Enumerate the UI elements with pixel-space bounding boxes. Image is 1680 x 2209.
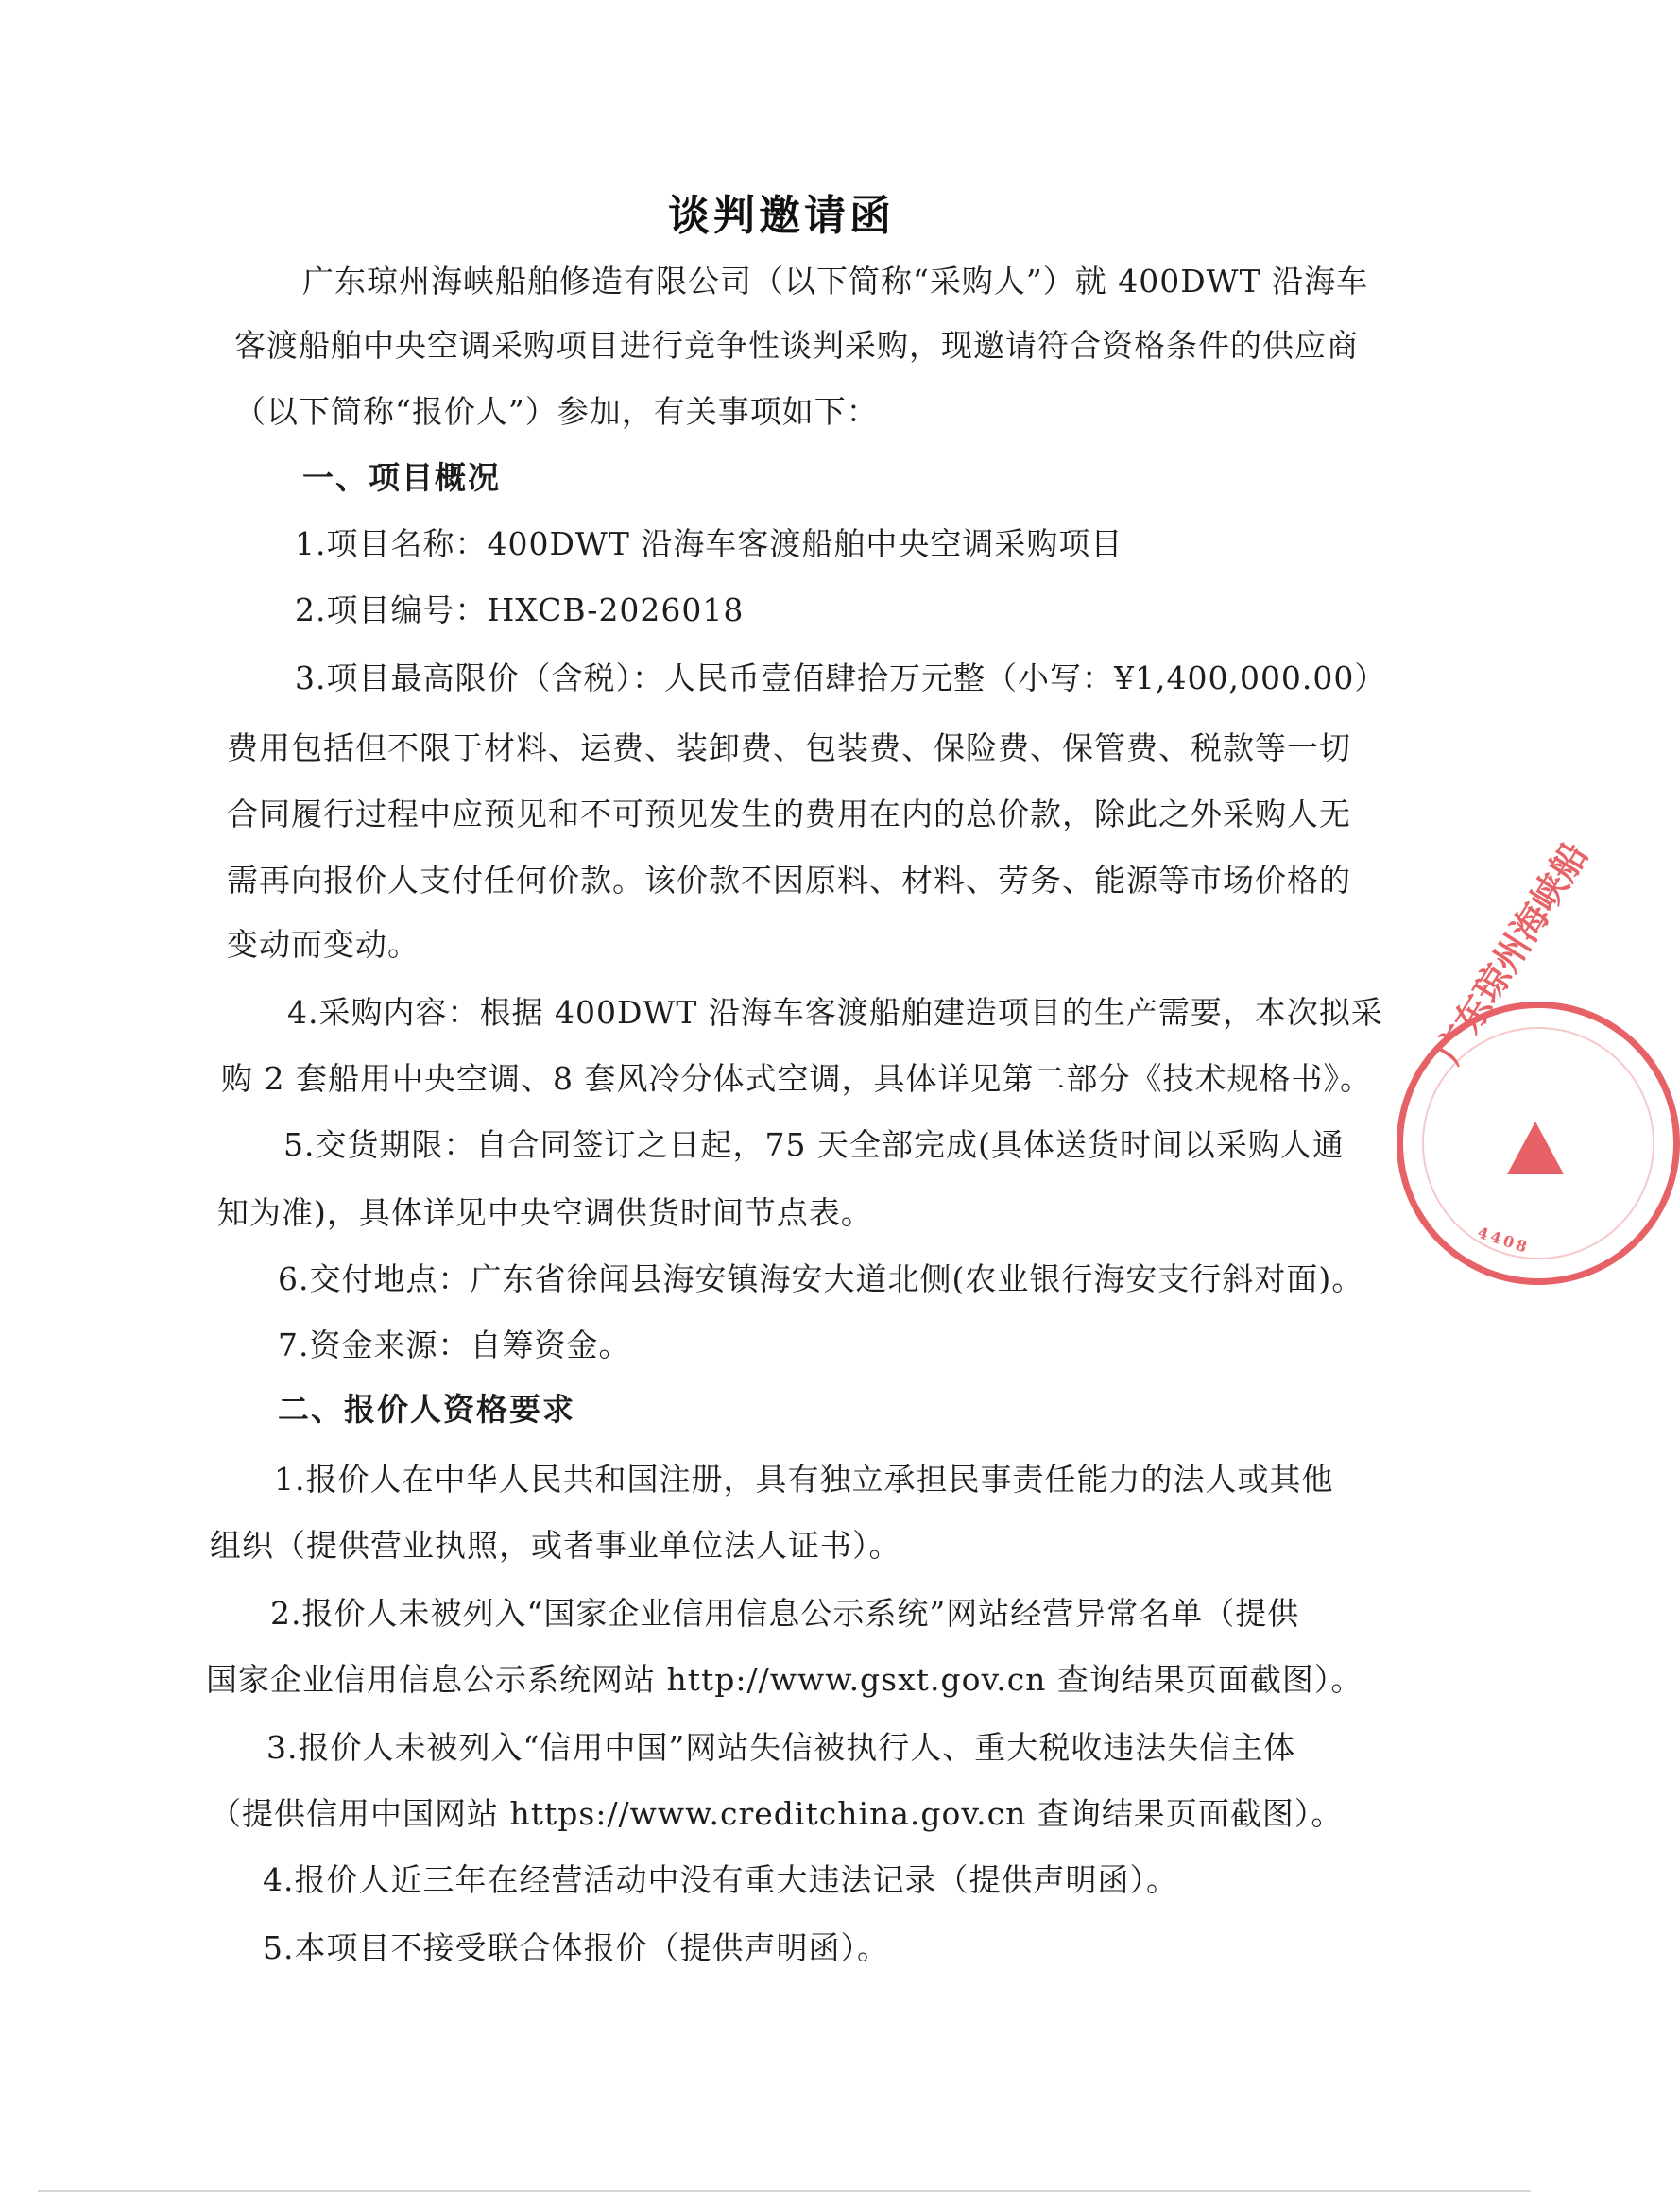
section-heading-overview: 一、项目概况 (302, 459, 501, 496)
item-project-number: 2.项目编号：HXCB-2026018 (295, 591, 745, 628)
procurement-content-line-2: 购 2 套船用中央空调、8 套风冷分体式空调，具体详见第二部分《技术规格书》。 (221, 1060, 1372, 1097)
seal-star-icon (1507, 1122, 1564, 1174)
price-detail-line-3: 需再向报价人支付任何价款。该价款不因原料、材料、劳务、能源等市场价格的 (227, 862, 1351, 899)
qualification-2-line-1: 2.报价人未被列入“国家企业信用信息公示系统”网站经营异常名单（提供 (270, 1595, 1300, 1632)
item-delivery-period: 5.交货期限：自合同签订之日起，75 天全部完成(具体送货时间以采购人通 (283, 1126, 1345, 1163)
document-title: 谈判邀请函 (668, 192, 895, 240)
item-delivery-location: 6.交付地点：广东省徐闻县海安镇海安大道北侧(农业银行海安支行斜对面)。 (278, 1260, 1364, 1297)
intro-line-1: 广东琼州海峡船舶修造有限公司（以下简称“采购人”）就 400DWT 沿海车 (302, 263, 1369, 300)
price-detail-line-4: 变动而变动。 (227, 926, 420, 963)
item-procurement-content: 4.采购内容：根据 400DWT 沿海车客渡船舶建造项目的生产需要，本次拟采 (287, 994, 1383, 1031)
qualification-1-line-1: 1.报价人在中华人民共和国注册，具有独立承担民事责任能力的法人或其他 (274, 1461, 1334, 1498)
qualification-3-line-2: （提供信用中国网站 https://www.creditchina.gov.cn 查询结果页面截图）。 (210, 1795, 1344, 1832)
qualification-1-line-2: 组织（提供营业执照，或者事业单位法人证书）。 (210, 1527, 901, 1564)
item-price-limit: 3.项目最高限价（含税）：人民币壹佰肆拾万元整（小写：¥1,400,000.00） (295, 659, 1387, 696)
page-bottom-edge (38, 2190, 1531, 2192)
item-project-name: 1.项目名称：400DWT 沿海车客渡船舶中央空调采购项目 (295, 525, 1123, 562)
section-heading-qualification: 二、报价人资格要求 (278, 1391, 575, 1428)
item-fund-source: 7.资金来源：自筹资金。 (278, 1327, 631, 1363)
intro-line-3: （以下简称“报价人”）参加，有关事项如下： (234, 393, 879, 430)
intro-line-2: 客渡船舶中央空调采购项目进行竞争性谈判采购，现邀请符合资格条件的供应商 (234, 327, 1359, 364)
delivery-period-line-2: 知为准)，具体详见中央空调供货时间节点表。 (217, 1194, 873, 1231)
price-detail-line-2: 合同履行过程中应预见和不可预见发生的费用在内的总价款，除此之外采购人无 (227, 796, 1351, 832)
company-seal (1397, 834, 1680, 1285)
seal-company-text: 广东琼州海峡船 (1426, 834, 1596, 1071)
price-detail-line-1: 费用包括但不限于材料、运费、装卸费、包装费、保险费、保管费、税款等一切 (227, 729, 1351, 766)
seal-code-text: 4408 (1475, 1223, 1533, 1258)
qualification-3-line-1: 3.报价人未被列入“信用中国”网站失信被执行人、重大税收违法失信主体 (266, 1729, 1296, 1766)
qualification-2-line-2: 国家企业信用信息公示系统网站 http://www.gsxt.gov.cn 查询结果页面截图）。 (206, 1661, 1363, 1698)
qualification-4: 4.报价人近三年在经营活动中没有重大违法记录（提供声明函）。 (263, 1861, 1178, 1898)
qualification-5: 5.本项目不接受联合体报价（提供声明函）。 (263, 1929, 889, 1966)
